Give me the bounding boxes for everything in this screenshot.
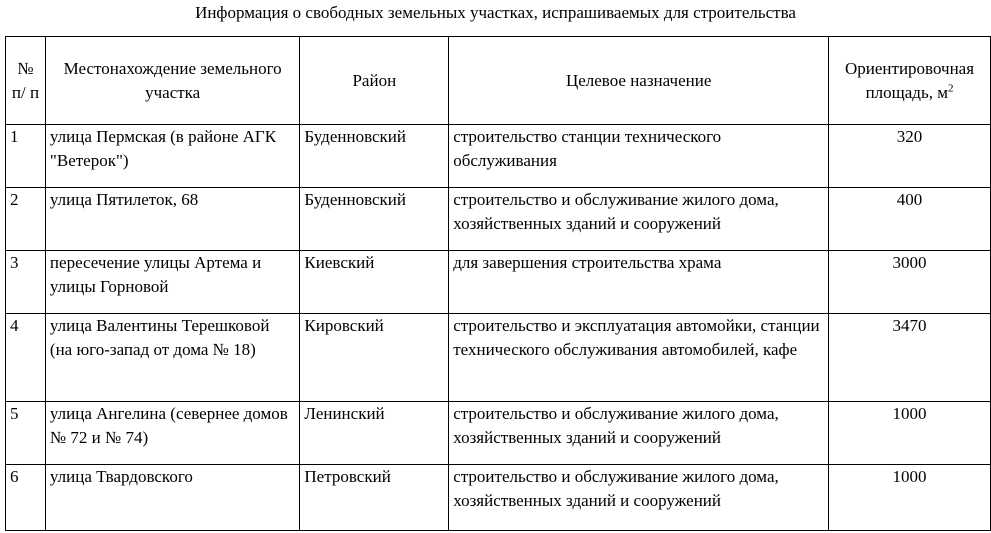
cell-district: Буденновский [300,188,449,251]
land-plots-table [5,36,991,531]
table-header-row [6,37,991,125]
cell-purpose: строительство станции технического обслуживания [449,125,829,188]
header-area-unit-superscript: 2 [947,81,954,94]
cell-location: улица Пермская (в районе АГК "Ветерок") [45,125,299,188]
table-row [6,465,991,531]
table-row [6,402,991,465]
header-location: Местонахождение земельного участка [45,37,299,125]
cell-number: 5 [6,402,46,465]
cell-district: Буденновский [300,125,449,188]
cell-district: Киевский [300,251,449,314]
cell-number: 3 [6,251,46,314]
cell-location: улица Валентины Терешковой (на юго-запад от дома № 18) [45,314,299,402]
page-title: Информация о свободных земельных участках, испрашиваемых для строительства [195,3,796,22]
cell-number: 6 [6,465,46,531]
cell-area: 3470 [829,314,991,402]
cell-location: улица Твардовского [45,465,299,531]
cell-purpose: строительство и обслуживание жилого дома, хозяйственных зданий и сооружений [449,465,829,531]
table-row [6,188,991,251]
cell-location: улица Пятилеток, 68 [45,188,299,251]
cell-purpose: для завершения строительства храма [449,251,829,314]
header-number: № п/ п [6,37,46,125]
cell-number: 4 [6,314,46,402]
table-row [6,125,991,188]
header-purpose: Целевое назначение [449,37,829,125]
header-area [829,37,991,125]
cell-location: пересечение улицы Артема и улицы Горновой [45,251,299,314]
cell-location: улица Ангелина (севернее домов № 72 и № 74) [45,402,299,465]
table-row [6,314,991,402]
cell-district: Петровский [300,465,449,531]
cell-purpose: строительство и обслуживание жилого дома, хозяйственных зданий и сооружений [449,188,829,251]
cell-district: Кировский [300,314,449,402]
cell-area: 1000 [829,402,991,465]
cell-district: Ленинский [300,402,449,465]
cell-area: 320 [829,125,991,188]
header-area-label: Ориентировочная площадь, м [845,58,975,102]
cell-number: 2 [6,188,46,251]
cell-area: 400 [829,188,991,251]
cell-area: 3000 [829,251,991,314]
header-district: Район [300,37,449,125]
cell-purpose: строительство и эксплуатация автомойки, станции технического обслуживания автомобилей, кафе [449,314,829,402]
cell-area: 1000 [829,465,991,531]
cell-number: 1 [6,125,46,188]
table-row [6,251,991,314]
cell-purpose: строительство и обслуживание жилого дома, хозяйственных зданий и сооружений [449,402,829,465]
